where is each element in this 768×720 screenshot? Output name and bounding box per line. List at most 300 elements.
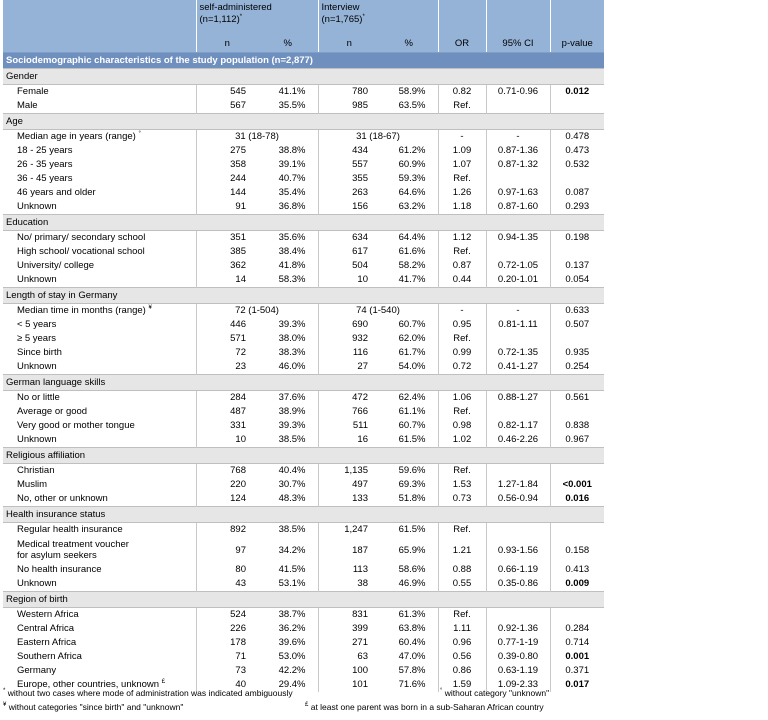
- cell-pct-interview: 63.2%: [398, 201, 426, 212]
- cell-n-self: 91: [196, 200, 258, 215]
- cell-or: -: [438, 130, 486, 145]
- cell-or: 1.02: [438, 433, 486, 448]
- cell-pct-interview: 63.8%: [398, 623, 426, 634]
- cell-n-self: 275: [196, 144, 258, 158]
- row-label-text: Medical treatment voucher: [17, 539, 129, 550]
- cell-or: 1.59: [438, 678, 486, 692]
- table-row: [3, 464, 604, 479]
- cell-pct-self: 38.4%: [278, 246, 306, 257]
- row-label: [3, 346, 196, 360]
- row-label-text: Europe, other countries, unknown: [17, 679, 160, 690]
- cell-pvalue: 0.012: [550, 85, 604, 100]
- cell-pvalue: <0.001: [550, 478, 604, 492]
- cell-pvalue: 0.714: [550, 636, 604, 650]
- cell-pct-interview: 63.5%: [398, 100, 426, 111]
- cell-pct-interview: 59.3%: [398, 173, 426, 184]
- cell-pct-self: 41.8%: [278, 260, 306, 271]
- cell-pct-interview: 62.0%: [398, 333, 426, 344]
- cell-pct-self: 41.5%: [278, 564, 306, 575]
- footnote-2: ° without category "unknown": [440, 688, 550, 698]
- table-row: [3, 130, 604, 145]
- cell-pct-interview: 64.4%: [398, 232, 426, 243]
- cell-n-interview: 63: [318, 650, 380, 664]
- cell-n-interview: 1,247: [318, 523, 380, 538]
- row-label: [3, 186, 196, 200]
- row-label: [3, 245, 196, 259]
- cell-or: 0.86: [438, 664, 486, 678]
- cell-ci: 0.87-1.36: [486, 144, 550, 158]
- group2-n: (n=1,765): [321, 14, 363, 25]
- cell-n-interview: 434: [318, 144, 380, 158]
- cell-ci: 0.56-0.94: [486, 492, 550, 507]
- cell-pct-self: 29.4%: [278, 679, 306, 690]
- col-or: OR: [438, 36, 486, 53]
- cell-or: 1.21: [438, 537, 486, 563]
- cell-n-self: 144: [196, 186, 258, 200]
- category-label: Region of birth: [3, 592, 604, 608]
- row-label: [3, 144, 196, 158]
- cell-ci: 0.39-0.80: [486, 650, 550, 664]
- row-label-text: No, other or unknown: [17, 493, 108, 504]
- row-label: [3, 636, 196, 650]
- cell-n-interview: 133: [318, 492, 380, 507]
- cell-n-interview: 38: [318, 577, 380, 592]
- table-row: [3, 419, 604, 433]
- cell-pvalue: 0.561: [550, 391, 604, 406]
- cell-or: Ref.: [438, 332, 486, 346]
- cell-pct-self: 53.0%: [278, 651, 306, 662]
- cell-n-self: 71: [196, 650, 258, 664]
- cell-n-self: 284: [196, 391, 258, 406]
- cell-or: Ref.: [438, 245, 486, 259]
- cell-n-interview: 557: [318, 158, 380, 172]
- table-row: [3, 492, 604, 507]
- table-row: [3, 85, 604, 100]
- cell-ci: 0.93-1.56: [486, 537, 550, 563]
- row-label: [3, 99, 196, 114]
- group1-n: (n=1,112): [199, 14, 240, 25]
- cell-n-self: 73: [196, 664, 258, 678]
- category-row: [3, 592, 604, 608]
- cell-n-self: 14: [196, 273, 258, 288]
- footnote-4: £ at least one parent was born in a sub-Saharan African country: [305, 702, 544, 712]
- cell-n-self: 768: [196, 464, 258, 479]
- cell-or: 1.11: [438, 622, 486, 636]
- row-label-text: Female: [17, 86, 49, 97]
- cell-pct-self: 39.3%: [278, 420, 306, 431]
- cell-n-interview: 399: [318, 622, 380, 636]
- cell-or: Ref.: [438, 523, 486, 538]
- cell-n-interview: 780: [318, 85, 380, 100]
- row-label-text: ≥ 5 years: [17, 333, 57, 344]
- row-label-text: Western Africa: [17, 609, 79, 620]
- cell-ci: 0.94-1.35: [486, 231, 550, 246]
- cell-pct-interview: 64.6%: [398, 187, 426, 198]
- cell-ci: 0.71-0.96: [486, 85, 550, 100]
- cell-pct-self: 35.6%: [278, 232, 306, 243]
- table-row: [3, 332, 604, 346]
- row-label-text: Central Africa: [17, 623, 75, 634]
- group-interview: Interview (n=1,765)*: [318, 0, 438, 36]
- cell-pct-self: 42.2%: [278, 665, 306, 676]
- cell-n-interview: 504: [318, 259, 380, 273]
- cell-or: 1.07: [438, 158, 486, 172]
- cell-pct-interview: 60.7%: [398, 420, 426, 431]
- cell-pct-interview: 51.8%: [398, 493, 426, 504]
- cell-ci: 0.92-1.36: [486, 622, 550, 636]
- cell-pvalue: 0.633: [550, 304, 604, 319]
- row-label: [3, 158, 196, 172]
- table-row: [3, 144, 604, 158]
- cell-or: 0.96: [438, 636, 486, 650]
- row-label-text: No or little: [17, 392, 60, 403]
- row-label: [3, 259, 196, 273]
- row-label: [3, 664, 196, 678]
- category-row: [3, 448, 604, 464]
- header-row-columns: [3, 36, 604, 53]
- row-label: [3, 391, 196, 406]
- cell-n-interview: 263: [318, 186, 380, 200]
- row-label: [3, 419, 196, 433]
- row-label-text: 36 - 45 years: [17, 173, 73, 184]
- footnote-marker: °: [138, 130, 141, 137]
- cell-ci: 0.35-0.86: [486, 577, 550, 592]
- cell-pct-self: 38.7%: [278, 609, 306, 620]
- cell-pct-self: 41.1%: [278, 86, 306, 97]
- cell-pct-self: 58.3%: [278, 274, 306, 285]
- row-label: [3, 608, 196, 623]
- cell-pvalue: [550, 405, 604, 419]
- cell-or: 1.06: [438, 391, 486, 406]
- row-label: [3, 523, 196, 538]
- cell-pvalue: 0.054: [550, 273, 604, 288]
- cell-n-self: 362: [196, 259, 258, 273]
- cell-or: 0.73: [438, 492, 486, 507]
- cell-ci: [486, 608, 550, 623]
- cell-pvalue: [550, 332, 604, 346]
- cell-n-self: 571: [196, 332, 258, 346]
- col-n-self: n: [196, 36, 258, 53]
- cell-pct-interview: 69.3%: [398, 479, 426, 490]
- group-self-administered: self-administered (n=1,112)*: [196, 0, 318, 36]
- cell-n-interview: 10: [318, 273, 380, 288]
- row-label-text: Unknown: [17, 578, 57, 589]
- table-row: [3, 304, 604, 319]
- table-row: [3, 231, 604, 246]
- cell-pct-self: 38.9%: [278, 406, 306, 417]
- cell-ci: 0.66-1.19: [486, 563, 550, 577]
- cell-ci: 0.72-1.05: [486, 259, 550, 273]
- row-label-text: Regular health insurance: [17, 524, 123, 535]
- cell-pvalue: [550, 99, 604, 114]
- row-label: [3, 563, 196, 577]
- row-label-text: Average or good: [17, 406, 88, 417]
- cell-n-self: 358: [196, 158, 258, 172]
- cell-pct-interview: 59.6%: [398, 465, 426, 476]
- table-row: [3, 346, 604, 360]
- cell-pvalue: 0.967: [550, 433, 604, 448]
- row-label: [3, 304, 196, 319]
- cell-pvalue: 0.016: [550, 492, 604, 507]
- row-label: [3, 85, 196, 100]
- cell-pct-self: 46.0%: [278, 361, 306, 372]
- row-label-text: No health insurance: [17, 564, 102, 575]
- cell-pct-interview: 60.4%: [398, 637, 426, 648]
- table-row: [3, 158, 604, 172]
- cell-pvalue: 0.507: [550, 318, 604, 332]
- cell-pvalue: 0.371: [550, 664, 604, 678]
- row-label-text: Since birth: [17, 347, 62, 358]
- row-label: [3, 464, 196, 479]
- cell-or: 1.26: [438, 186, 486, 200]
- cell-n-self: 524: [196, 608, 258, 623]
- row-label-text: 46 years and older: [17, 187, 96, 198]
- cell-pct-self: 37.6%: [278, 392, 306, 403]
- cell-or: Ref.: [438, 464, 486, 479]
- row-label: [3, 577, 196, 592]
- col-ci: 95% CI: [486, 36, 550, 53]
- cell-pct-self: 38.0%: [278, 333, 306, 344]
- cell-pct-interview: 61.6%: [398, 246, 426, 257]
- category-label: German language skills: [3, 375, 604, 391]
- cell-ci: 0.87-1.32: [486, 158, 550, 172]
- cell-n-interview: 355: [318, 172, 380, 186]
- cell-n-self: 178: [196, 636, 258, 650]
- footnote-marker: £: [161, 678, 166, 685]
- cell-median-self: 31 (18-78): [196, 130, 318, 145]
- cell-n-self: 43: [196, 577, 258, 592]
- table-row: [3, 636, 604, 650]
- row-label-text: 18 - 25 years: [17, 145, 73, 156]
- col-n-interview: n: [318, 36, 380, 53]
- row-label: [3, 360, 196, 375]
- cell-pct-interview: 57.8%: [398, 665, 426, 676]
- category-label: Education: [3, 215, 604, 231]
- cell-pct-interview: 61.2%: [398, 145, 426, 156]
- cell-ci: [486, 405, 550, 419]
- cell-pvalue: 0.284: [550, 622, 604, 636]
- cell-n-self: 220: [196, 478, 258, 492]
- cell-pct-interview: 61.5%: [398, 524, 426, 535]
- table-row: [3, 405, 604, 419]
- cell-or: 1.53: [438, 478, 486, 492]
- cell-pvalue: 0.254: [550, 360, 604, 375]
- cell-pvalue: 0.838: [550, 419, 604, 433]
- cell-ci: [486, 99, 550, 114]
- cell-pct-self: 38.3%: [278, 347, 306, 358]
- cell-pct-self: 30.7%: [278, 479, 306, 490]
- category-label: Religious affiliation: [3, 448, 604, 464]
- cell-pvalue: [550, 608, 604, 623]
- cell-ci: 0.41-1.27: [486, 360, 550, 375]
- cell-or: 0.99: [438, 346, 486, 360]
- category-row: [3, 507, 604, 523]
- footnote-marker: ¥: [148, 304, 152, 311]
- cell-n-self: 226: [196, 622, 258, 636]
- cell-ci: -: [486, 304, 550, 319]
- category-label: Length of stay in Germany: [3, 288, 604, 304]
- cell-n-interview: 271: [318, 636, 380, 650]
- cell-ci: [486, 523, 550, 538]
- cell-pct-self: 36.8%: [278, 201, 306, 212]
- table-row: [3, 478, 604, 492]
- table-row: [3, 259, 604, 273]
- row-label-text: Unknown: [17, 274, 57, 285]
- cell-or: 0.95: [438, 318, 486, 332]
- cell-n-interview: 16: [318, 433, 380, 448]
- cell-n-self: 487: [196, 405, 258, 419]
- group2-label: Interview: [321, 2, 360, 13]
- cell-or: 0.56: [438, 650, 486, 664]
- cell-pct-interview: 58.2%: [398, 260, 426, 271]
- table-row: [3, 563, 604, 577]
- group1-label: self-administered: [199, 2, 272, 13]
- category-label: Gender: [3, 69, 604, 85]
- cell-n-self: 385: [196, 245, 258, 259]
- cell-or: 0.55: [438, 577, 486, 592]
- row-label-text: Median age in years (range): [17, 131, 136, 142]
- category-label: Age: [3, 114, 604, 130]
- cell-n-self: 10: [196, 433, 258, 448]
- cell-n-self: 72: [196, 346, 258, 360]
- cell-ci: 0.46-2.26: [486, 433, 550, 448]
- cell-pct-self: 36.2%: [278, 623, 306, 634]
- cell-or: 0.82: [438, 85, 486, 100]
- row-label: [3, 537, 196, 563]
- row-label-text: No/ primary/ secondary school: [17, 232, 146, 243]
- row-label: [3, 172, 196, 186]
- cell-ci: -: [486, 130, 550, 145]
- table-row: [3, 200, 604, 215]
- cell-pvalue: 0.009: [550, 577, 604, 592]
- table-row: [3, 537, 604, 563]
- cell-median-interview: 31 (18-67): [318, 130, 438, 145]
- table-row: [3, 245, 604, 259]
- section-title: Sociodemographic characteristics of the study population (n=2,877): [3, 53, 604, 69]
- cell-n-interview: 617: [318, 245, 380, 259]
- cell-pct-interview: 61.3%: [398, 609, 426, 620]
- cell-n-interview: 187: [318, 537, 380, 563]
- table-row: [3, 172, 604, 186]
- cell-ci: [486, 464, 550, 479]
- cell-ci: 0.20-1.01: [486, 273, 550, 288]
- table-row: [3, 577, 604, 592]
- cell-pct-interview: 62.4%: [398, 392, 426, 403]
- cell-ci: [486, 332, 550, 346]
- table-row: [3, 186, 604, 200]
- cell-or: Ref.: [438, 405, 486, 419]
- cell-n-interview: 27: [318, 360, 380, 375]
- cell-pct-self: 34.2%: [278, 544, 306, 556]
- row-label-text: Muslim: [17, 479, 48, 490]
- cell-pvalue: 0.413: [550, 563, 604, 577]
- category-row: [3, 215, 604, 231]
- cell-pct-self: 39.3%: [278, 319, 306, 330]
- row-label: [3, 650, 196, 664]
- cell-n-self: 23: [196, 360, 258, 375]
- cell-n-interview: 766: [318, 405, 380, 419]
- cell-pct-self: 40.4%: [278, 465, 306, 476]
- cell-ci: 0.82-1.17: [486, 419, 550, 433]
- cell-or: 0.44: [438, 273, 486, 288]
- cell-ci: [486, 245, 550, 259]
- cell-or: 0.98: [438, 419, 486, 433]
- cell-n-interview: 634: [318, 231, 380, 246]
- table-row: [3, 360, 604, 375]
- cell-pvalue: 0.017: [550, 678, 604, 692]
- cell-or: 1.12: [438, 231, 486, 246]
- table-row: [3, 433, 604, 448]
- cell-pct-interview: 61.1%: [398, 406, 426, 417]
- row-label-text: Germany: [17, 665, 57, 676]
- category-label: Health insurance status: [3, 507, 604, 523]
- row-label: [3, 478, 196, 492]
- row-label-text: Eastern Africa: [17, 637, 77, 648]
- table-row: [3, 608, 604, 623]
- cell-n-self: 244: [196, 172, 258, 186]
- table-row: [3, 273, 604, 288]
- cell-pct-interview: 60.9%: [398, 159, 426, 170]
- row-label: [3, 622, 196, 636]
- cell-n-self: 40: [196, 678, 258, 692]
- header-row-groups: [3, 0, 604, 36]
- cell-median-interview: 74 (1-540): [318, 304, 438, 319]
- cell-ci: 1.27-1.84: [486, 478, 550, 492]
- table-row: [3, 391, 604, 406]
- cell-pvalue: [550, 464, 604, 479]
- cell-pvalue: 0.158: [550, 537, 604, 563]
- cell-ci: 0.88-1.27: [486, 391, 550, 406]
- row-label-text: High school/ vocational school: [17, 246, 145, 257]
- row-label-text: University/ college: [17, 260, 95, 271]
- cell-n-interview: 511: [318, 419, 380, 433]
- cell-pvalue: 0.473: [550, 144, 604, 158]
- col-pct-interview: %: [380, 36, 438, 53]
- section-title-row: [3, 53, 604, 69]
- row-label: [3, 433, 196, 448]
- row-label: [3, 318, 196, 332]
- row-label-text: Unknown: [17, 201, 57, 212]
- cell-ci: 1.09-2.33: [486, 678, 550, 692]
- cell-pct-interview: 71.6%: [398, 679, 426, 690]
- row-label: [3, 492, 196, 507]
- cell-pvalue: 0.478: [550, 130, 604, 145]
- cell-or: 0.72: [438, 360, 486, 375]
- row-label: [3, 332, 196, 346]
- cell-n-interview: 932: [318, 332, 380, 346]
- cell-pvalue: 0.137: [550, 259, 604, 273]
- cell-pct-self: 38.5%: [278, 524, 306, 535]
- cell-pct-self: 35.4%: [278, 187, 306, 198]
- cell-pct-self: 38.5%: [278, 434, 306, 445]
- cell-or: 0.88: [438, 563, 486, 577]
- cell-n-interview: 113: [318, 563, 380, 577]
- row-label-text: 26 - 35 years: [17, 159, 73, 170]
- row-label-text: < 5 years: [17, 319, 57, 330]
- category-row: [3, 288, 604, 304]
- cell-pct-interview: 58.6%: [398, 564, 426, 575]
- row-label-text: Unknown: [17, 434, 57, 445]
- cell-pct-interview: 58.9%: [398, 86, 426, 97]
- cell-ci: 0.77-1-19: [486, 636, 550, 650]
- row-label-text: Median time in months (range): [17, 305, 146, 316]
- cell-or: 1.09: [438, 144, 486, 158]
- table-row: [3, 650, 604, 664]
- footnote-3: ¥ without categories "since birth" and "unknown": [3, 702, 184, 712]
- cell-or: -: [438, 304, 486, 319]
- row-label-text-2: for asylum seekers: [17, 550, 97, 561]
- cell-n-interview: 472: [318, 391, 380, 406]
